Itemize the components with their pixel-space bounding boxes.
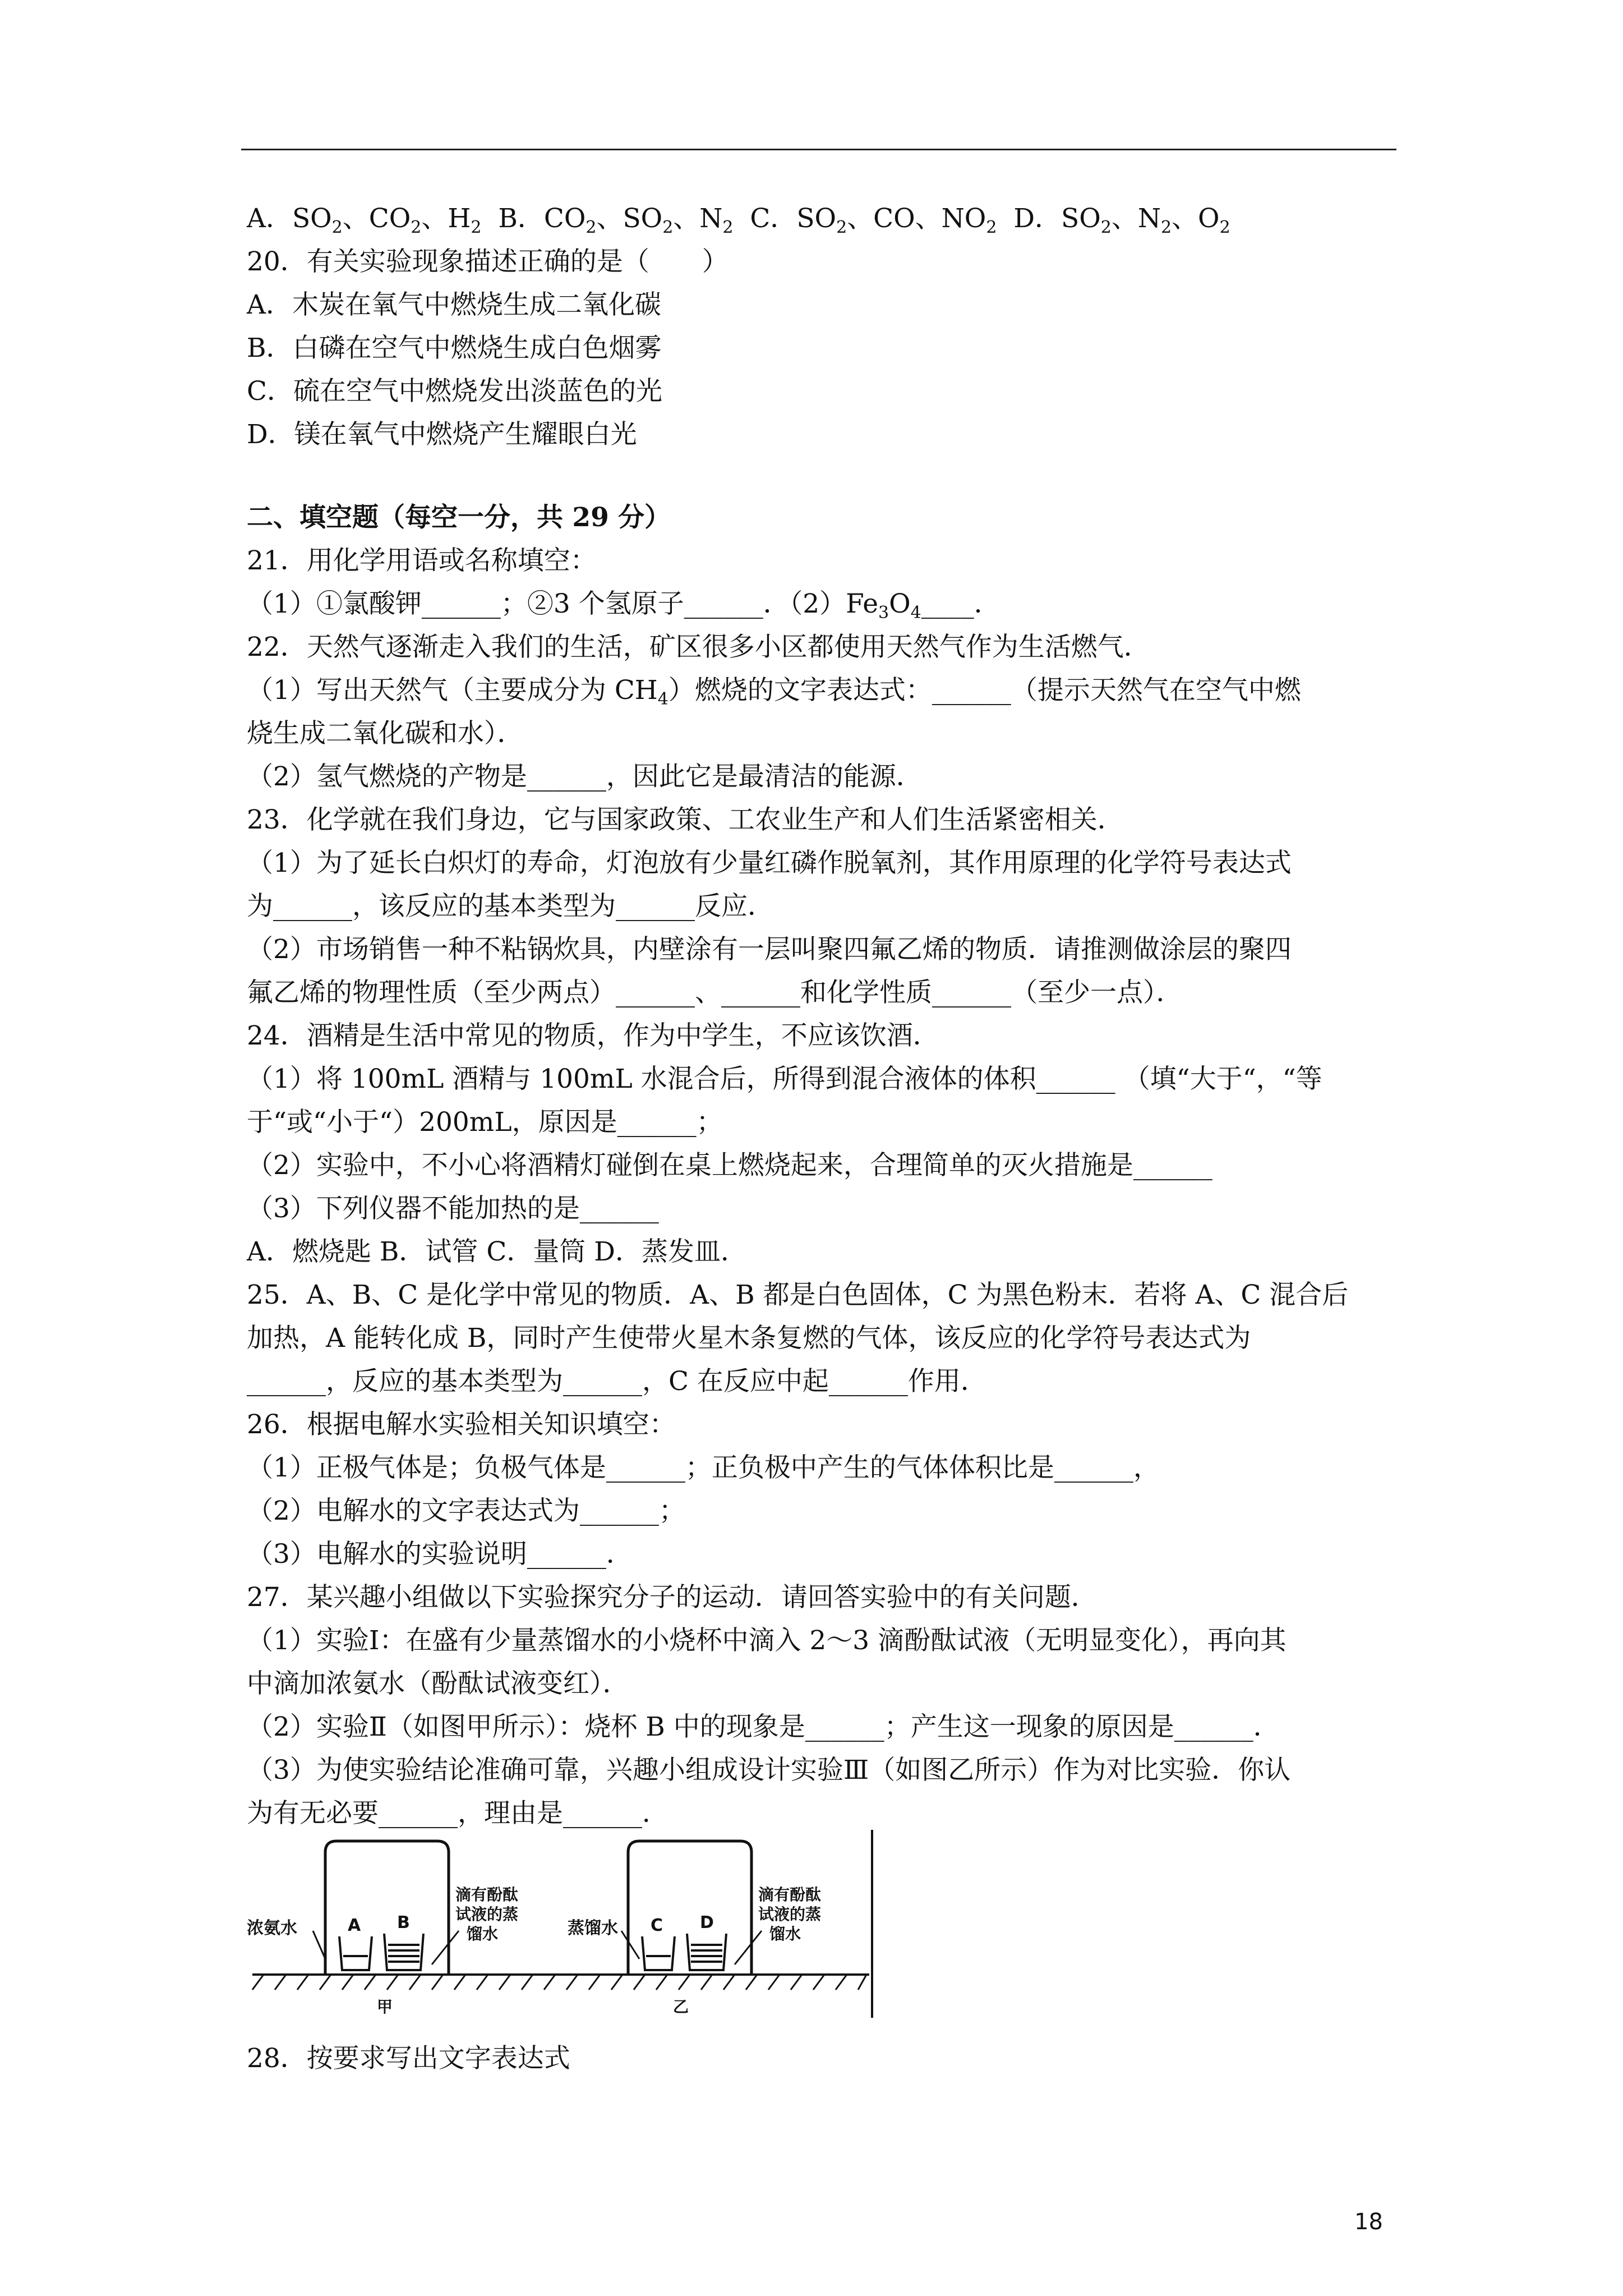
q25-stem-cont: 加热，A 能转化成 B，同时产生使带火星木条复燃的气体，该反应的化学符号表达式为	[247, 1323, 1251, 1354]
q24-part1-cont: 于“或“小于“）200mL，原因是______；	[247, 1107, 723, 1138]
q23-part2: （2）市场销售一种不粘锅炊具，内壁涂有一层叫聚四氟乙烯的物质．请推测做涂层的聚四	[247, 934, 1292, 965]
q22-part1: （1）写出天然气（主要成分为 $CH_4$）燃烧的文字表达式：______（提示天然气在空气中燃	[247, 675, 1301, 709]
q23-part2-cont: 氟乙烯的物理性质（至少两点）______、______和化学性质______（至少一点）．	[247, 977, 1183, 1008]
q25-stem: 25．A、B、C 是化学中常见的物质．A、B 都是白色固体，C 为黑色粉末．若将 A、C 混合后	[247, 1280, 1349, 1310]
experiment-figure	[247, 1830, 875, 2021]
label-beaker-b: B	[397, 1913, 410, 1932]
q20-option-b: B．白磷在空气中燃烧生成白色烟雾	[247, 333, 662, 364]
caption-yi: 乙	[673, 1998, 689, 2016]
q23-part1: （1）为了延长白炽灯的寿命，灯泡放有少量红磷作脱氧剂，其作用原理的化学符号表达式	[247, 848, 1292, 878]
beaker-b	[384, 1934, 423, 1970]
label-ammonia: 浓氨水	[247, 1918, 297, 1938]
q26-part2: （2）电解水的文字表达式为______；	[247, 1496, 685, 1526]
beaker-c	[642, 1936, 675, 1970]
q24-part3: （3）下列仪器不能加热的是______	[247, 1193, 659, 1224]
q24-part2: （2）实验中，不小心将酒精灯碰倒在桌上燃烧起来，合理简单的灭火措施是______	[247, 1150, 1212, 1181]
q27-stem: 27．某兴趣小组做以下实验探究分子的运动．请回答实验中的有关问题．	[247, 1582, 1098, 1613]
section-heading: 二、填空题（每空一分，共 29 分）	[247, 502, 671, 533]
q21-part: （1）①氯酸钾______；②3 个氢原子______．$(2)Fe_3O_4\_\_\_\_$．	[247, 588, 1000, 623]
q26-stem: 26．根据电解水实验相关知识填空：	[247, 1409, 676, 1440]
label-distilled: 蒸馏水	[568, 1918, 618, 1938]
label-phenol-1-l3: 馏水	[467, 1925, 499, 1943]
q25-stem-cont2: ______，反应的基本类型为______，C 在反应中起______作用．	[247, 1366, 987, 1397]
q27-part1: （1）实验Ⅰ：在盛有少量蒸馏水的小烧杯中滴入 2～3 滴酚酞试液（无明显变化），再向其	[247, 1625, 1287, 1656]
label-phenol-1-l1: 滴有酚酞	[455, 1885, 519, 1904]
q20-option-c: C．硫在空气中燃烧发出淡蓝色的光	[247, 376, 662, 407]
label-phenol-2-l3: 馏水	[769, 1925, 801, 1943]
label-phenol-1-l2: 试液的蒸	[455, 1905, 519, 1924]
q21-stem: 21．用化学用语或名称填空：	[247, 545, 597, 576]
label-beaker-c: C	[651, 1916, 663, 1935]
label-phenol-2-l1: 滴有酚酞	[758, 1885, 822, 1904]
q27-part3-cont: 为有无必要______，理由是______．	[247, 1798, 668, 1829]
header-rule	[241, 149, 1396, 150]
q23-stem: 23．化学就在我们身边，它与国家政策、工农业生产和人们生活紧密相关．	[247, 804, 1124, 835]
caption-jia: 甲	[377, 1998, 393, 2016]
label-beaker-a: A	[348, 1916, 361, 1935]
q20-stem: 20．有关实验现象描述正确的是（ ）	[247, 246, 728, 277]
q26-part1: （1）正极气体是；负极气体是______；正负极中产生的气体体积比是______，	[247, 1452, 1160, 1483]
q27-part1-cont: 中滴加浓氨水（酚酞试液变红）．	[247, 1668, 629, 1699]
q24-part1: （1）将 100mL 酒精与 100mL 水混合后，所得到混合液体的体积______ （填“大于“，“等	[247, 1064, 1322, 1094]
page-number: 18	[1354, 2209, 1383, 2235]
q24-stem: 24．酒精是生活中常见的物质，作为中学生，不应该饮酒．	[247, 1020, 939, 1051]
q20-option-d: D．镁在氧气中燃烧产生耀眼白光	[247, 419, 637, 450]
q22-stem: 22．天然气逐渐走入我们的生活，矿区很多小区都使用天然气作为生活燃气．	[247, 632, 1150, 662]
bell-jar-jia	[325, 1841, 449, 1975]
q27-part3: （3）为使实验结论准确可靠，兴趣小组成设计实验Ⅲ（如图乙所示）作为对比实验．你认	[247, 1755, 1291, 1786]
label-beaker-d: D	[700, 1913, 714, 1932]
q19-options: A．$SO_2$、$CO_2$、$H_2$ B．$CO_2$、$SO_2$、$N_2$ C．$SO_2$、CO、$NO_2$ D．$SO_2$、$N_2$、$O_2$	[247, 203, 1230, 237]
q22-part2: （2）氢气燃烧的产物是______，因此它是最清洁的能源．	[247, 761, 923, 792]
label-phenol-2-l2: 试液的蒸	[758, 1905, 822, 1924]
beaker-a	[339, 1936, 372, 1970]
beaker-d	[687, 1934, 726, 1970]
q26-part3: （3）电解水的实验说明______．	[247, 1539, 633, 1570]
q28-stem: 28．按要求写出文字表达式	[247, 2043, 570, 2074]
bell-jar-yi	[628, 1841, 751, 1975]
q24-part3-options: A．燃烧匙 B．试管 C．量筒 D．蒸发皿．	[247, 1236, 747, 1267]
ground-hatching	[252, 1975, 866, 1990]
q22-part1-cont: 烧生成二氧化碳和水）．	[247, 718, 524, 749]
q20-option-a: A．木炭在氧气中燃烧生成二氧化碳	[247, 289, 661, 320]
q27-part2: （2）实验Ⅱ（如图甲所示）：烧杯 B 中的现象是______；产生这一现象的原因是______．	[247, 1711, 1280, 1742]
q23-part1-cont: 为______，该反应的基本类型为______反应．	[247, 891, 774, 922]
